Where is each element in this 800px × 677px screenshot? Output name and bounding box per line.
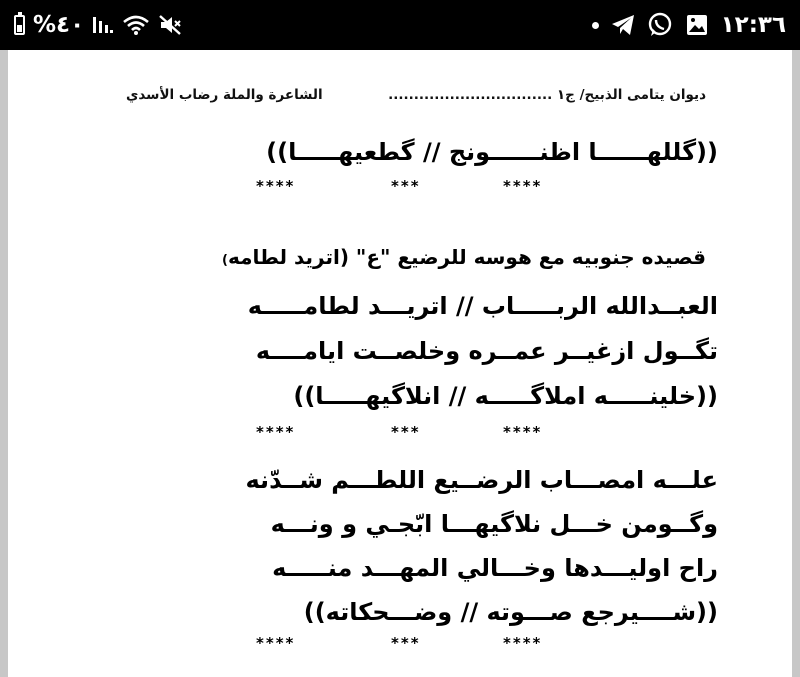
verse-line: تگــول ازغيــر عمــره وخلصــت ايامــــه: [255, 337, 718, 365]
mute-icon: [158, 14, 182, 36]
stars-group: ****: [256, 423, 296, 441]
stars-group: ***: [391, 177, 421, 195]
gallery-icon: [685, 13, 709, 37]
verse-line: ((گللهــــــا اظنــــــونج // گطعيهـــــا)): [266, 138, 718, 166]
stars-group: ****: [503, 177, 543, 195]
battery-percent: %٤٠: [33, 12, 85, 38]
stars-group: ***: [391, 423, 421, 441]
stars-group: ****: [256, 177, 296, 195]
document-page: [8, 50, 792, 677]
header-book-title: ديوان يتامى الذبيح/ ج١ ................................: [388, 87, 706, 103]
poem-title-text: قصيده جنوبيه مع هوسه للرضيع "ع" (اتريد لطامه: [227, 245, 706, 269]
star-separator: [8, 634, 792, 654]
header-author: الشاعرة والملة رضاب الأسدي: [126, 87, 323, 103]
poem-title-suffix: ): [222, 253, 228, 268]
stars-group: ****: [256, 634, 296, 652]
star-separator: [8, 177, 792, 197]
page-header: [126, 87, 706, 109]
stars-group: ***: [391, 634, 421, 652]
status-right: [592, 0, 786, 50]
verse-line: ((خلينـــــه املاگـــــه // انلاگيهـــــا)): [293, 382, 718, 410]
signal-icon: [92, 15, 114, 35]
whatsapp-icon: [647, 12, 673, 38]
clock: ١٢:٣٦: [720, 12, 786, 38]
star-separator: [8, 423, 792, 443]
poem-title: [222, 245, 706, 269]
stars-group: ****: [503, 423, 543, 441]
telegram-icon: [611, 14, 635, 36]
verse-line: علـــه امصـــاب الرضــيع اللطـــم شــدّنه: [245, 466, 718, 494]
status-left: [14, 0, 182, 50]
verse-line: راح اوليـــدها وخـــالي المهـــد منـــــه: [272, 554, 718, 582]
wifi-icon: [122, 14, 150, 36]
status-bar: [0, 0, 800, 50]
battery-icon: [14, 15, 25, 35]
verse-line: وگــومن خـــل نلاگيهـــا ابّجـي و ونـــه: [270, 510, 718, 538]
verse-line: العبــدالله الربـــــاب // اتريـــد لطامـــــه: [247, 292, 718, 320]
verse-line: ((شــــيرجع صـــوته // وضـــحكاته)): [303, 598, 718, 626]
dot-icon: [592, 22, 599, 29]
stars-group: ****: [503, 634, 543, 652]
